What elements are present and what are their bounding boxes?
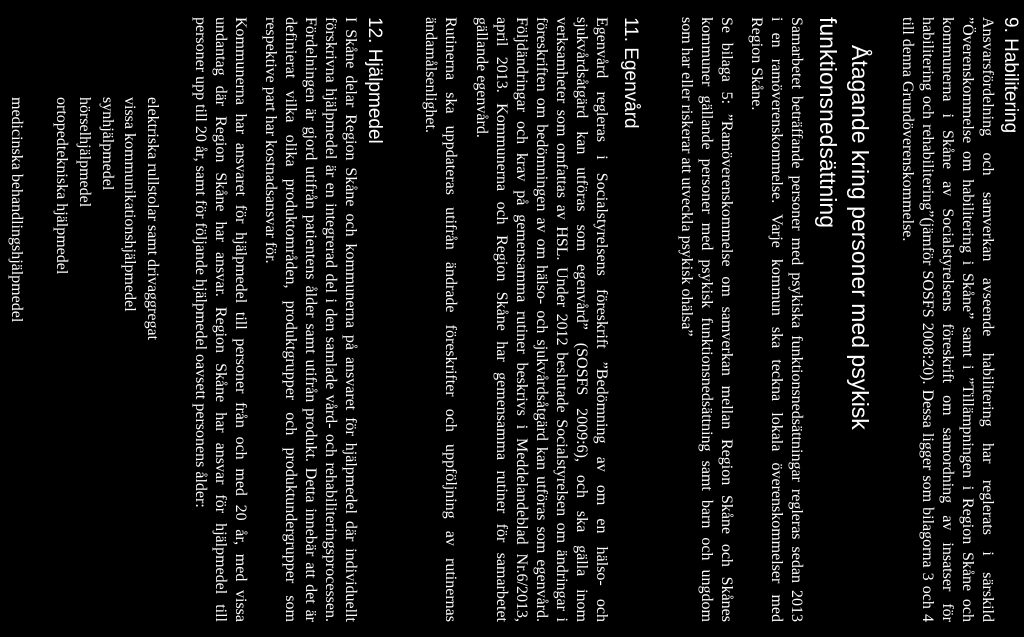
section-heading: 9. Habilitering	[1000, 17, 1021, 134]
text-line: Fördelningen är gjord utifrån patientens ålder samt utifrån produkt. Detta innebär att det är	[302, 17, 319, 622]
text-line: Ansvarsfördelning och samverkan avseende habilitering har reglerats i särskild	[979, 17, 996, 622]
text-line: april 2013. Kommunerna och Region Skåne har gemensamma rutiner för samarbetet	[493, 17, 510, 622]
text-line: föreskriften om bedömningen av om hälso- och sjukvårdsåtgärd kan utföras som egenvård.	[533, 17, 550, 622]
text-line: Egenvård regleras i Socialstyrelsens föreskrift ”Bedömning av om en hälso- och	[593, 17, 610, 622]
text-line: personer upp till 20 år, samt för följande hjälpmedel oavsett personens ålder:	[192, 17, 209, 508]
text-line: Kommunerna har ansvaret för hjälpmedel till personer från och med 20 år, med vissa	[232, 17, 249, 622]
paragraph	[746, 17, 806, 622]
list-item: vissa kommunikationshjälpmedel	[121, 97, 138, 312]
text-line: definierat vilka olika produktområden, produktgrupper och produktundergrupper som	[282, 17, 299, 622]
paragraph	[190, 17, 250, 622]
list-item: ortopedtekniska hjälpmedel	[53, 97, 70, 275]
text-line: Rutinerna ska uppdateras utifrån ändrade föreskrifter och uppföljning av rutinernas	[442, 17, 459, 622]
heading-line: funktionsnedsättning	[815, 17, 841, 228]
section-heading: 11. Egenvård	[620, 17, 641, 129]
text-line: kommuner gällande personer med psykisk funktionsnedsättning samt barn och ungdom	[698, 17, 715, 622]
text-line: habilitering och rehabilitering”(jämför SOSFS 2008:20). Dessa ligger som bilagorna 3 och 4	[919, 17, 936, 622]
text-line: Se bilaga 5: ”Ramöverenskommelse om samverkan mellan Region Skåne och Skånes	[718, 17, 735, 622]
list-item: medicinska behandlingshjälpmedel	[8, 97, 25, 323]
text-line: sjukvårdsåtgärd kan utföras som egenvård” (SOSFS 2009:6), och ska gälla inom	[573, 17, 590, 622]
text-line: som har eller riskerar att utveckla psykisk ohälsa”	[678, 17, 695, 337]
text-line: respektive part har kostnadsansvar för.	[262, 17, 279, 264]
paragraph	[260, 17, 360, 622]
text-line: ”Överenskommelse om habilitering i Skåne” samt i ”Tillämpningen i Region Skåne och	[959, 17, 976, 622]
list-item: elektriska rullstolar samt drivaggregat	[144, 97, 161, 341]
paragraph	[471, 17, 611, 622]
text-line: Samarbetet beträffande personer med psykiska funktionsnedsättningar regleras sedan 2013	[788, 17, 805, 622]
text-line: Följdändringar och krav på gemensamma rutiner beskrivs i Meddelandeblad Nr.6/2013,	[513, 17, 530, 622]
heading-line: Åtagande kring personer med psykisk	[847, 45, 873, 430]
text-line: ändamålsenlighet.	[422, 17, 439, 133]
text-line: till denna Grundöverenskommelse.	[899, 17, 916, 242]
text-line: gällande egenvård.	[473, 17, 490, 138]
paragraph	[897, 17, 997, 622]
section-heading	[812, 17, 876, 430]
text-line: förskrivna hjälpmedel är en integrerad del i den samlade vård- och rehabiliteringsprocessen.	[322, 17, 339, 622]
section-heading: 12. Hjälpmedel	[364, 17, 385, 144]
paragraph	[676, 17, 736, 622]
text-line: i en ramöverenskommelse. Varje kommun ska teckna lokala överenskommelser med	[768, 17, 785, 622]
text-line: kommunerna i Skåne av Socialstyrelsens föreskrift om samordning av insatser för	[939, 17, 956, 622]
list-item: synhjälpmedel	[99, 97, 116, 191]
text-line: Region Skåne.	[748, 17, 765, 111]
text-line: I Skåne delar Region Skåne och kommunerna på ansvaret för hjälpmedel där individuellt	[342, 17, 359, 622]
list-item: hörselhjälpmedel	[76, 97, 93, 208]
text-line: verksamheter som omfattas av HSL. Under 2012 beslutade Socialstyrelsen om ändringar i	[553, 17, 570, 622]
text-line: undantag där Region Skåne har ansvar. Region Skåne har ansvar för hjälpmedel till	[212, 17, 229, 622]
paragraph	[420, 17, 460, 622]
